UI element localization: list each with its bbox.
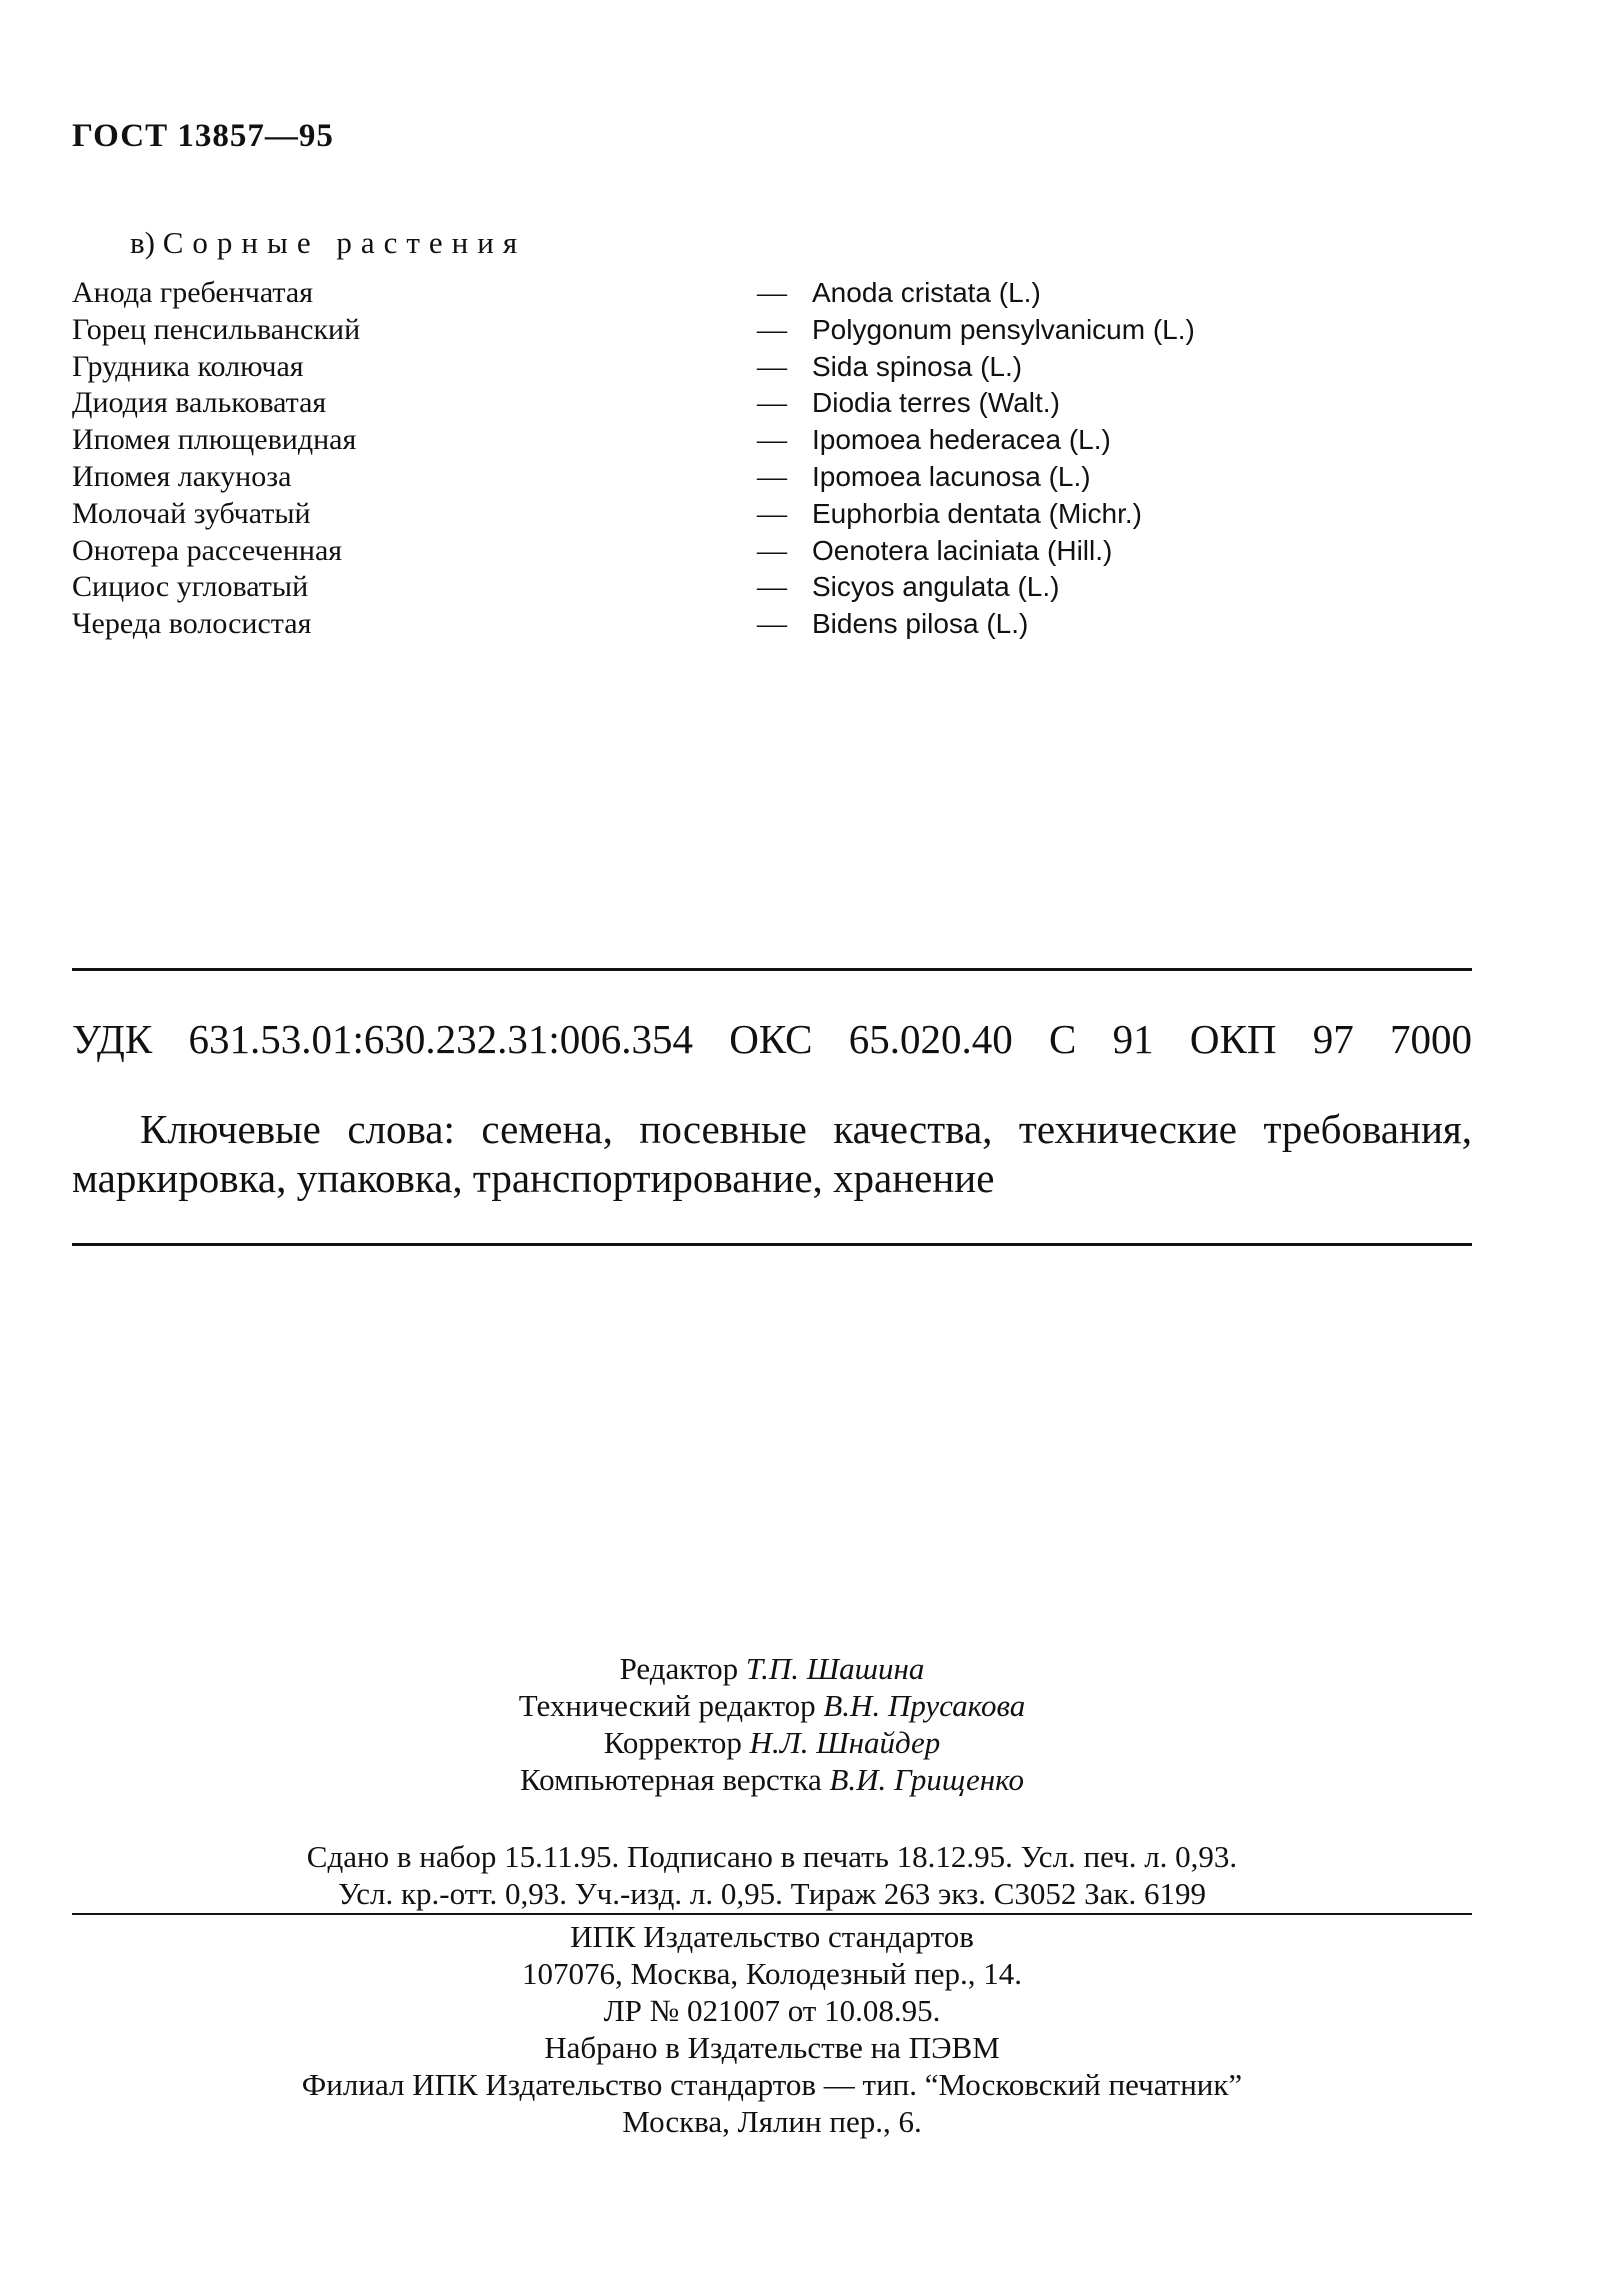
list-item <box>72 422 1372 459</box>
publisher-line: ИПК Издательство стандартов <box>570 1919 974 1954</box>
plant-latin-name: Anoda cristata (L.) <box>812 277 1041 308</box>
credit-editor <box>72 1650 1472 1687</box>
dash-separator: — <box>757 312 787 346</box>
credit-role: Компьютерная верстка <box>520 1762 822 1797</box>
credit-proofreader <box>72 1724 1472 1761</box>
dash-separator: — <box>757 570 787 604</box>
list-item <box>72 275 1372 312</box>
document-code: ГОСТ 13857—95 <box>72 118 334 154</box>
divider-top <box>72 968 1472 971</box>
plant-russian-name: Череда волосистая <box>72 607 312 641</box>
dash-separator: — <box>757 386 787 420</box>
weed-plants-list <box>72 275 1372 643</box>
dash-separator: — <box>757 423 787 457</box>
credit-person: В.Н. Прусакова <box>823 1688 1026 1723</box>
credit-person: В.И. Грищенко <box>829 1762 1024 1797</box>
dash-separator: — <box>757 459 787 493</box>
credit-layout <box>72 1761 1472 1798</box>
dash-separator: — <box>757 496 787 530</box>
plant-latin-name: Sicyos angulata (L.) <box>812 571 1060 603</box>
plant-russian-name: Грудника колючая <box>72 349 304 383</box>
plant-russian-name: Молочай зубчатый <box>72 496 311 530</box>
list-item <box>72 569 1372 606</box>
plant-latin-name: Euphorbia dentata (Michr.) <box>812 497 1142 529</box>
publisher-line: Москва, Лялин пер., 6. <box>622 2104 922 2139</box>
plant-latin-name: Diodia terres (Walt.) <box>812 387 1060 419</box>
print-info-line: Усл. кр.-отт. 0,93. Уч.-изд. л. 0,95. Тираж 263 экз. С3052 Зак. 6199 <box>338 1876 1206 1911</box>
dash-separator: — <box>757 276 787 309</box>
plant-latin-name: Ipomoea lacunosa (L.) <box>812 460 1091 492</box>
credit-technical-editor <box>72 1687 1472 1724</box>
plant-russian-name: Горец пенсильванский <box>72 312 361 346</box>
publisher-line: 107076, Москва, Колодезный пер., 14. <box>522 1956 1022 1991</box>
print-info-block <box>72 1838 1472 1912</box>
publisher-line: ЛР № 021007 от 10.08.95. <box>603 1993 941 2028</box>
plant-russian-name: Ипомея плющевидная <box>72 423 357 457</box>
list-item <box>72 606 1372 643</box>
list-item <box>72 312 1372 349</box>
list-item <box>72 459 1372 496</box>
credits-block <box>72 1650 1472 1798</box>
credit-role: Технический редактор <box>518 1688 816 1723</box>
list-item <box>72 385 1372 422</box>
plant-russian-name: Онотера рассеченная <box>72 533 343 567</box>
classification-codes: УДК 631.53.01:630.232.31:006.354 ОКС 65.020.40 С 91 ОКП 97 7000 <box>72 1016 1472 1062</box>
plant-russian-name: Диодия вальковатая <box>72 386 327 420</box>
list-item <box>72 533 1372 570</box>
keywords-paragraph: Ключевые слова: семена, посевные качества, технические требования, маркировка, упаковка, транспортирование, хранение <box>72 1106 1472 1201</box>
print-info-line: Сдано в набор 15.11.95. Подписано в печать 18.12.95. Усл. печ. л. 0,93. <box>306 1839 1238 1874</box>
plant-latin-name: Oenotera laciniata (Hill.) <box>812 534 1113 566</box>
credit-person: Т.П. Шашина <box>745 1651 925 1686</box>
plant-latin-name: Polygonum pensylvanicum (L.) <box>812 313 1195 345</box>
section-prefix: в) <box>130 225 155 260</box>
publisher-line: Набрано в Издательстве на ПЭВМ <box>544 2030 1000 2065</box>
plant-latin-name: Sida spinosa (L.) <box>812 350 1023 382</box>
section-title-text: Сорные растения <box>162 225 527 260</box>
credit-person: Н.Л. Шнайдер <box>749 1725 941 1760</box>
plant-latin-name: Bidens pilosa (L.) <box>812 608 1029 640</box>
publisher-line: Филиал ИПК Издательство стандартов — тип. “Московский печатник” <box>301 2067 1243 2102</box>
dash-separator: — <box>757 607 787 641</box>
dash-separator: — <box>757 349 787 383</box>
credit-role: Корректор <box>603 1725 742 1760</box>
plant-russian-name: Сициос угловатый <box>72 570 309 604</box>
divider-bottom <box>72 1243 1472 1246</box>
publisher-block <box>72 1918 1472 2140</box>
credit-role: Редактор <box>619 1651 739 1686</box>
plant-latin-name: Ipomoea hederacea (L.) <box>812 424 1111 456</box>
list-item <box>72 349 1372 386</box>
section-title <box>130 225 526 261</box>
divider-imprint <box>72 1913 1472 1915</box>
plant-russian-name: Ипомея лакуноза <box>72 459 292 493</box>
dash-separator: — <box>757 533 787 567</box>
plant-russian-name: Анода гребенчатая <box>72 276 314 309</box>
list-item <box>72 496 1372 533</box>
